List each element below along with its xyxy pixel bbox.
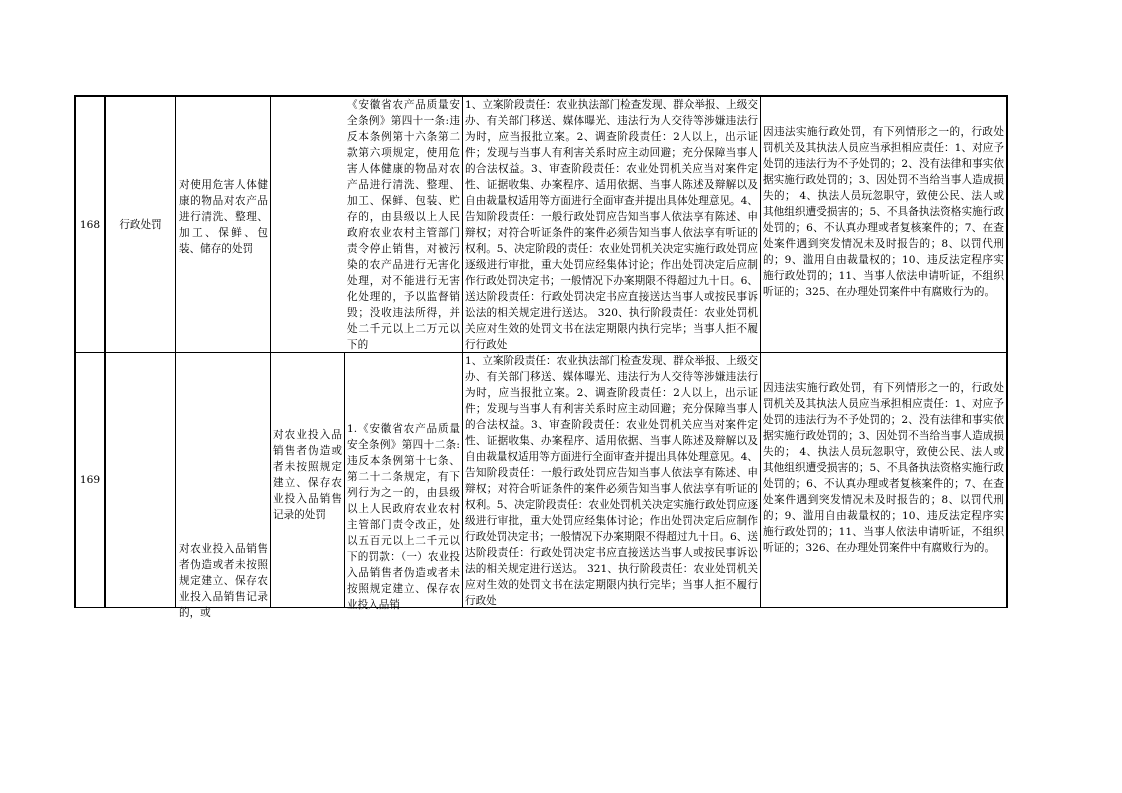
col-border-7 [1006, 95, 1008, 608]
responsibility-cell [463, 353, 760, 607]
table-row-169 [76, 353, 104, 607]
category-cell [106, 353, 175, 607]
sub-item-text: 对农业投入品销售者伪造或者未按照规定建立、保存农业投入品销售记录的处罚 [273, 429, 342, 521]
item-name-text: 对农业投入品销售者伪造或者未按照规定建立、保存农业投入品销售记录的，或 [179, 543, 268, 619]
responsibility-cell [463, 97, 760, 352]
item-name-cell [177, 97, 270, 352]
accountability-text: 因违法实施行政处罚，有下列情形之一的，行政处罚机关及其执法人员应当承担相应责任：1、对应予处罚的违法行为不予处罚的；2、没有法律和事实依据实施行政处罚的；3、因处罚不当给当事人造成损失的； 4、执法人员玩忽职守，致使公民、法人或其他组织遭受损害的；5、不具备执法资格实施行政处罚的；6、不认真办理或者复核案件的；7、在查处案件遇到突发情况未及时报告的；8、以罚代刑的；9、滥用自由裁量权的；10、违反法定程序实施行政处罚的；11、当事人依法申请听证，不组织听证的；325、在办理处罚案件中有腐败行为的。 [763, 126, 1004, 298]
accountability-cell [761, 353, 1006, 607]
sub-item-cell [271, 353, 344, 607]
category-cell [106, 97, 175, 352]
basis-text: 《安徽省农产品质量安全条例》第四十一条:违反本条例第十六条第二款第六项规定，使用危害人体健康的物品对农产品进行清洗、整理、加工、保鲜、包装、贮存的，由县级以上人民政府农业农村主管部门责令停止销售，对被污染的农产品进行无害化处理，对不能进行无害化处理的，予以监督销毁；没收违法所得，并处二千元以上二万元以下的 [347, 99, 460, 351]
item-name-text: 对使用危害人体健康的物品对农产品进行清洗、整理、加工、保鲜、包装、储存的处罚 [179, 179, 268, 255]
table-row-168 [76, 97, 104, 352]
item-name-cell [177, 353, 270, 619]
accountability-cell [761, 97, 1006, 352]
responsibility-text: 1、立案阶段责任：农业执法部门检查发现、群众举报、上级交办、有关部门移送、媒体曝光、违法行为人交待等涉嫌违法行为时，应当报批立案。2、调查阶段责任：2人以上，出示证件；发现与当事人有利害关系时应主动回避；充分保障当事人的合法权益。3、审查阶段责任：农业处罚机关应当对案件定性、证据收集、办案程序、适用依据、当事人陈述及辩解以及自由裁量权适用等方面进行全面审查并提出具体处理意见。4、告知阶段责任：一般行政处罚应告知当事人依法享有陈述、申辩权；对符合听证条件的案件必须告知当事人依法享有听证的权利。5、决定阶段责任：农业处罚机关决定实施行政处罚应逐级进行审批，重大处罚应经集体讨论；作出处罚决定后应制作行政处罚决定书；一般情况下办案期限不得超过九十日。6、送达阶段责任：行政处罚决定书应直接送达当事人或按民事诉讼法的相关规定进行送达。 321、执行阶段责任：农业处罚机关应对生效的处罚文书在法定期限内执行完毕；当事人拒不履行行政处 [465, 355, 758, 607]
row-number: 168 [79, 218, 101, 231]
col-border-2 [175, 95, 176, 608]
accountability-text: 因违法实施行政处罚，有下列情形之一的，行政处罚机关及其执法人员应当承担相应责任：1、对应予处罚的违法行为不予处罚的；2、没有法律和事实依据实施行政处罚的；3、因处罚不当给当事人造成损失的； 4、执法人员玩忽职守，致使公民、法人或其他组织遭受损害的；5、不具备执法资格实施行政处罚的；6、不认真办理或者复核案件的；7、在查处案件遇到突发情况未及时报告的；8、以罚代刑的；9、滥用自由裁量权的；10、违反法定程序实施行政处罚的；11、当事人依法申请听证，不组织听证的；326、在办理处罚案件中有腐败行为的。 [763, 382, 1004, 554]
row-number: 169 [79, 474, 101, 486]
basis-cell [345, 353, 462, 611]
col-border-3a [270, 95, 271, 352]
basis-cell [345, 97, 462, 352]
responsibility-text: 1、立案阶段责任：农业执法部门检查发现、群众举报、上级交办、有关部门移送、媒体曝光、违法行为人交待等涉嫌违法行为时，应当报批立案。2、调查阶段责任：2人以上，出示证件；发现与当事人有利害关系时应主动回避；充分保障当事人的合法权益。3、审查阶段责任：农业处罚机关应当对案件定性、证据收集、办案程序、适用依据、当事人陈述及辩解以及自由裁量权适用等方面进行全面审查并提出具体处理意见。4、告知阶段责任：一般行政处罚应告知当事人依法享有陈述、申辩权；对符合听证条件的案件必须告知当事人依法享有听证的权利。5、决定阶段的责任：农业处罚机关决定实施行政处罚应逐级进行审批，重大处罚应经集体讨论；作出处罚决定后应制作行政处罚决定书；一般情况下办案期限不得超过九十日。6、送达阶段责任：行政处罚决定书应直接送达当事人或按民事诉讼法的相关规定进行送达。 320、执行阶段责任：农业处罚机关应对生效的处罚文书在法定期限内执行完毕；当事人拒不履行行政处 [465, 99, 758, 351]
category-label: 行政处罚 [119, 218, 162, 231]
basis-text: 1.《安徽省农产品质量安全条例》第四十二条:违反本条例第十七条、第二十二条规定，有下列行为之一的，由县级以上人民政府农业农村主管部门责令改正，处以五百元以上二千元以下的罚款：（一）农业投入品销售者伪造或者未按照规定建立、保存农业投入品销 [347, 423, 460, 611]
